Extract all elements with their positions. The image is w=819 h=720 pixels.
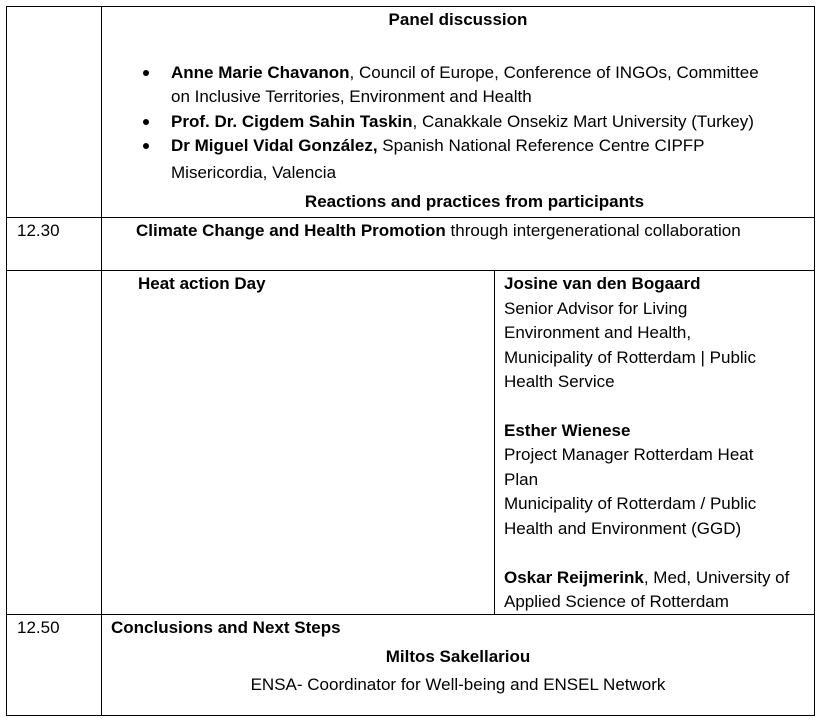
heat-action-title: Heat action Day [138, 274, 266, 293]
table-border-left [6, 6, 7, 716]
presenter-role-line: Municipality of Rotterdam | Public [504, 348, 756, 367]
closing-speaker: Miltos Sakellariou [385, 647, 531, 666]
row-divider [6, 614, 815, 615]
time-1250: 12.50 [17, 618, 60, 637]
climate-topic [136, 220, 741, 242]
row-divider [6, 217, 815, 218]
presenter-name: Josine van den Bogaard [504, 274, 701, 293]
conclusions-title: Conclusions and Next Steps [111, 618, 341, 637]
closing-speaker-role: ENSA- Coordinator for Well-being and ENSEL Network [250, 675, 666, 694]
topic-bold: Climate Change and Health Promotion [136, 221, 446, 240]
presenter-3 [504, 567, 789, 589]
speaker-affiliation: Spanish National Reference Centre CIPFP [377, 136, 705, 155]
presenter-role-line: Municipality of Rotterdam / Public [504, 494, 757, 513]
presenter-column-divider [494, 270, 495, 615]
presenter-role-line: Project Manager Rotterdam Heat [504, 445, 754, 464]
speaker-name: Prof. Dr. Cigdem Sahin Taskin [171, 112, 413, 131]
topic-rest: through intergenerational collaboration [445, 221, 741, 240]
time-1230: 12.30 [17, 221, 60, 240]
presenter-role-line: Health and Environment (GGD) [504, 519, 742, 538]
presenter-suffix: , Med, University of [643, 568, 790, 587]
panel-title: Panel discussion [388, 10, 528, 29]
table-border-right [814, 6, 815, 716]
speaker-affiliation: , Canakkale Onsekiz Mart University (Turkey) [412, 112, 754, 131]
presenter-role-line: Applied Science of Rotterdam [504, 592, 729, 611]
bullet-icon [143, 119, 149, 125]
bullet-icon [143, 70, 149, 76]
presenter-role-line: Health Service [504, 372, 615, 391]
row-divider [6, 270, 815, 271]
presenter-name: Oskar Reijmerink [504, 568, 644, 587]
panel-speaker-2 [171, 111, 754, 133]
time-column-divider [101, 6, 102, 716]
bullet-icon [143, 143, 149, 149]
panel-speaker-1-cont: on Inclusive Territories, Environment and Health [171, 87, 532, 106]
table-border-top [6, 6, 815, 7]
presenter-role-line: Plan [504, 470, 539, 489]
speaker-name: Anne Marie Chavanon [171, 63, 350, 82]
reactions-heading: Reactions and practices from participants [304, 192, 645, 211]
speaker-affiliation: , Council of Europe, Conference of INGOs, Committee [349, 63, 759, 82]
presenter-role-line: Senior Advisor for Living [504, 299, 688, 318]
panel-speaker-3-cont: Misericordia, Valencia [171, 163, 337, 182]
panel-speaker-1 [171, 62, 759, 84]
table-border-bottom [6, 715, 815, 716]
presenter-name: Esther Wienese [504, 421, 631, 440]
speaker-name: Dr Miguel Vidal González, [171, 136, 378, 155]
presenter-role-line: Environment and Health, [504, 323, 692, 342]
panel-speaker-3 [171, 135, 705, 157]
